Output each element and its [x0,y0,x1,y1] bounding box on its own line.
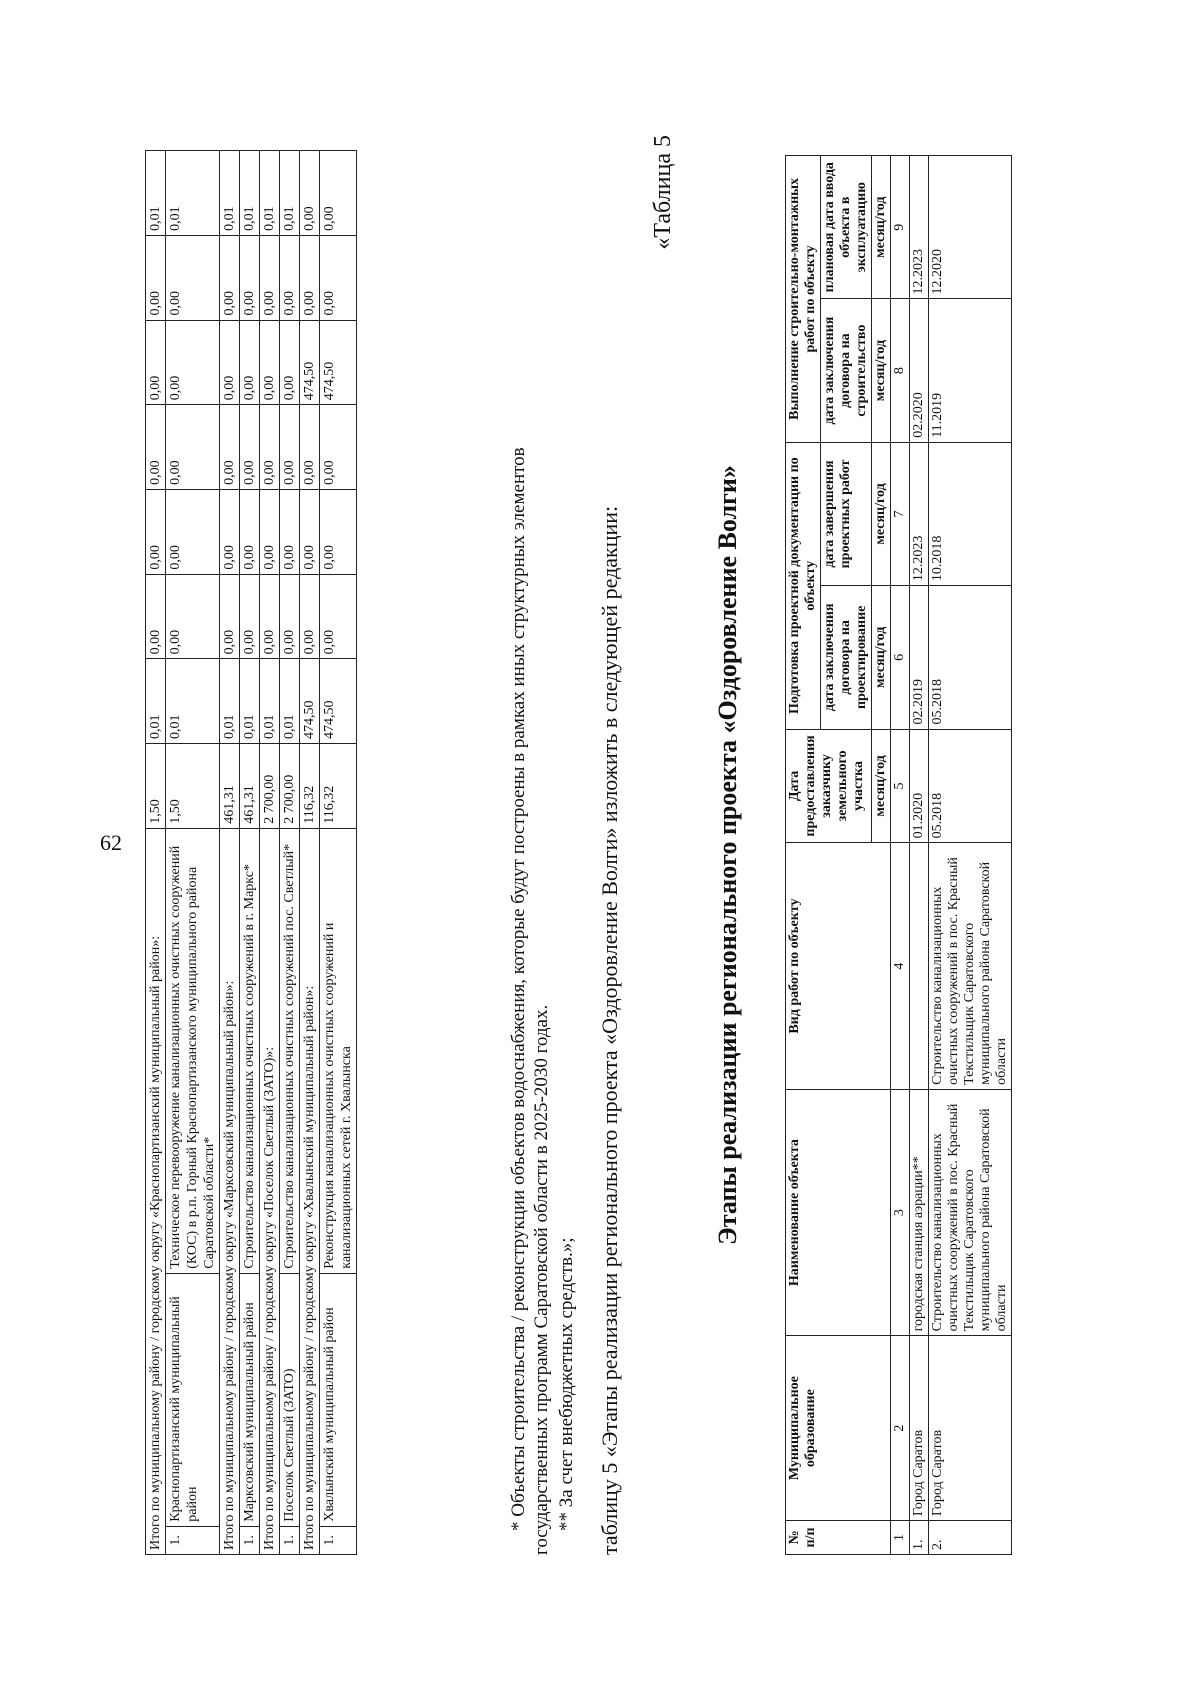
value-cell: 0,00 [260,235,280,320]
value-cell: 0,00 [146,405,166,490]
value-cell: 0,00 [280,235,300,320]
row-name: городская станция аэрации** [910,1089,929,1336]
value-cell: 0,00 [320,574,357,659]
value-cell: 0,00 [220,489,240,574]
col-number: 6 [891,586,910,729]
value-cell: 0,00 [146,489,166,574]
value-cell: 0,01 [146,659,166,744]
row-build-b: 12.2020 [929,156,1012,299]
row-build-a: 02.2020 [910,299,929,442]
value-cell: 0,00 [146,235,166,320]
value-cell: 0,00 [320,235,357,320]
row-mo: Город Саратов [929,1336,1012,1521]
header-design-b: дата завершения проектных работ [821,442,872,585]
value-cell: 0,00 [320,151,357,236]
value-cell: 0,00 [260,405,280,490]
unit-cell: месяц/год [872,586,891,729]
row-work [910,843,929,1090]
value-cell: 0,00 [280,574,300,659]
row-design-b: 10.2018 [929,442,1012,585]
value-cell: 0,00 [240,320,260,405]
value-cell: 0,01 [166,151,220,236]
row-design-b: 12.2023 [910,442,929,585]
header-land: Дата предоставления заказчику земельного участка [786,729,872,843]
table-row [166,151,220,1555]
total-row [146,151,166,1555]
value-cell: 0,00 [166,235,220,320]
col-number: 4 [891,843,910,1090]
value-cell: 0,01 [240,659,260,744]
table-title: Этапы реализации регионального проекта «Оздоровление Волги» [713,465,742,1245]
header-mo: Муниципальное образование [786,1336,891,1521]
value-cell: 0,00 [146,574,166,659]
row-mo: Город Саратов [910,1336,929,1521]
value-cell: 0,00 [166,489,220,574]
value-cell: 2 700,00 [280,744,300,829]
value-cell: 1,50 [146,744,166,829]
row-mo: Поселок Светлый (ЗАТО) [280,1273,300,1526]
row-land: 01.2020 [910,729,929,843]
row-build-b: 12.2023 [910,156,929,299]
row-build-a: 11.2019 [929,299,1012,442]
value-cell: 0,01 [280,659,300,744]
col-number: 5 [891,729,910,843]
value-cell: 0,00 [260,320,280,405]
total-label: Итого по муниципальному району / городскому округу «Марксовский муниципальный район»: [220,828,240,1554]
unit-cell: месяц/год [872,442,891,585]
total-label: Итого по муниципальному району / городскому округу «Поселок Светлый (ЗАТО)»: [260,828,280,1554]
value-cell: 0,00 [166,320,220,405]
value-cell: 0,01 [280,151,300,236]
row-object: Строительство канализационных очистных сооружений пос. Светлый* [280,828,300,1273]
value-cell: 0,00 [280,489,300,574]
row-num: 1. [166,1526,220,1554]
row-mo: Марксовский муниципальный район [240,1273,260,1526]
value-cell: 0,00 [220,320,240,405]
col-number: 9 [891,156,910,299]
value-cell: 0,00 [240,405,260,490]
value-cell: 0,00 [260,574,280,659]
value-cell: 0,00 [300,151,320,236]
row-design-a: 05.2018 [929,586,1012,729]
value-cell: 0,00 [220,574,240,659]
table-row [240,151,260,1555]
value-cell: 474,50 [300,320,320,405]
table-number: «Таблица 5 [650,135,676,250]
value-cell: 0,00 [280,320,300,405]
value-cell: 474,50 [320,320,357,405]
total-label: Итого по муниципальному району / городскому округу «Краснопартизанский муниципальный район»: [146,828,166,1554]
row-object: Техническое перевооружение канализационных очистных сооружений (КОС) в р.п. Горный Краснопартизанского муниципального района Саратовской области* [166,828,220,1273]
header-build-a: дата заключения договора на строительство [821,299,872,442]
value-cell: 0,00 [220,235,240,320]
col-number: 1 [891,1520,910,1554]
value-cell: 0,00 [320,489,357,574]
value-cell: 0,00 [300,489,320,574]
col-number: 8 [891,299,910,442]
value-cell: 0,00 [300,405,320,490]
unit-cell: месяц/год [872,299,891,442]
col-number: 7 [891,442,910,585]
col-number: 3 [891,1089,910,1336]
financing-table [145,150,357,1555]
row-object: Реконструкция канализационных очистных сооружений и канализационных сетей г. Хвалынска [320,828,357,1273]
intro-text: таблицу 5 «Этапы реализации регионального проекта «Оздоровление Волги» изложить в следующей редакции: [597,505,622,1555]
page-number: 62 [100,830,122,855]
value-cell: 0,01 [166,659,220,744]
value-cell: 0,00 [166,405,220,490]
row-num: 1. [910,1520,929,1554]
header-design-a: дата заключения договора на проектирование [821,586,872,729]
value-cell: 0,01 [146,151,166,236]
value-cell: 1,50 [166,744,220,829]
table-row [320,151,357,1555]
total-row [220,151,240,1555]
header-build-b: плановая дата ввода объекта в эксплуатацию [821,156,872,299]
header-name: Наименование объекта [786,1089,891,1336]
header-work: Вид работ по объекту [786,843,891,1090]
row-object: Строительство канализационных очистных сооружений в г. Маркс* [240,828,260,1273]
total-row [260,151,280,1555]
row-land: 05.2018 [929,729,1012,843]
row-name: Строительство канализационных очистных сооружений в пос. Красный Текстильщик Саратовского муниципального района Саратовской области [929,1089,1012,1336]
row-mo: Краснопартизанский муниципальный район [166,1273,220,1526]
header-design: Подготовка проектной документации по объекту [786,442,821,729]
value-cell: 116,32 [300,744,320,829]
value-cell: 0,00 [320,405,357,490]
table-row [910,156,929,1555]
value-cell: 2 700,00 [260,744,280,829]
row-design-a: 02.2019 [910,586,929,729]
value-cell: 0,01 [260,659,280,744]
row-num: 1. [280,1526,300,1554]
rotated-content [145,135,1075,1575]
value-cell: 0,01 [260,151,280,236]
unit-cell: месяц/год [872,729,891,843]
value-cell: 0,00 [220,405,240,490]
row-work: Строительство канализационных очистных сооружений в пос. Красный Текстильщик Саратовского муниципального района Саратовской области [929,843,1012,1090]
col-number: 2 [891,1336,910,1521]
table-row [280,151,300,1555]
value-cell: 0,00 [280,405,300,490]
row-num: 2. [929,1520,1012,1554]
header-build: Выполнение строительно-монтажных работ по объекту [786,156,821,443]
row-num: 1. [320,1526,357,1554]
value-cell: 0,00 [240,489,260,574]
value-cell: 0,00 [146,320,166,405]
value-cell: 0,00 [240,235,260,320]
value-cell: 461,31 [220,744,240,829]
value-cell: 0,01 [220,659,240,744]
row-num: 1. [240,1526,260,1554]
value-cell: 0,00 [300,574,320,659]
stages-table [785,155,1012,1555]
footnote-2: ** За счет внебюджетных средств.»; [556,1237,577,1531]
value-cell: 0,00 [166,574,220,659]
value-cell: 474,50 [320,659,357,744]
header-num: № п/п [786,1520,891,1554]
total-row [300,151,320,1555]
table-row [929,156,1012,1555]
row-mo: Хвалынский муниципальный район [320,1273,357,1526]
value-cell: 0,00 [260,489,280,574]
value-cell: 0,00 [300,235,320,320]
value-cell: 461,31 [240,744,260,829]
value-cell: 0,01 [240,151,260,236]
footnote-1: * Объекты строительства / реконструкции объектов водоснабжения, которые будут построены в рамках иных структурных элементов государственных программ Саратовской области в 2025-2030 годах. [508,447,552,1555]
total-label: Итого по муниципальному району / городскому округу «Хвалынский муниципальный район»: [300,828,320,1554]
value-cell: 0,00 [240,574,260,659]
unit-cell: месяц/год [872,156,891,299]
value-cell: 474,50 [300,659,320,744]
value-cell: 0,01 [220,151,240,236]
value-cell: 116,32 [320,744,357,829]
